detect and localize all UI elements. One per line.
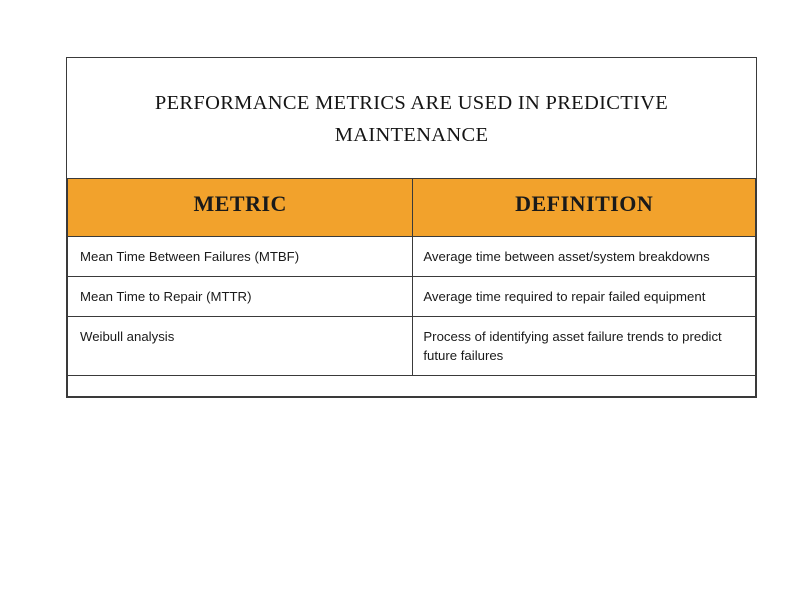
cell-metric: Mean Time to Repair (MTTR) bbox=[68, 276, 413, 316]
performance-metrics-table bbox=[67, 58, 756, 397]
cell-metric: Weibull analysis bbox=[68, 316, 413, 375]
column-header-definition: DEFINITION bbox=[413, 178, 756, 236]
table-row bbox=[68, 316, 756, 375]
table-row bbox=[68, 276, 756, 316]
cell-definition: Average time required to repair failed equipment bbox=[413, 276, 756, 316]
table-row bbox=[68, 236, 756, 276]
cell-metric: Mean Time Between Failures (MTBF) bbox=[68, 236, 413, 276]
cell-definition: Average time between asset/system breakdowns bbox=[413, 236, 756, 276]
cell-definition: Process of identifying asset failure trends to predict future failures bbox=[413, 316, 756, 375]
page-title: PERFORMANCE METRICS ARE USED IN PREDICTIVE MAINTENANCE bbox=[68, 58, 756, 178]
table-title-row bbox=[68, 58, 756, 178]
table-header-row bbox=[68, 178, 756, 236]
table-footer-row bbox=[68, 376, 756, 397]
column-header-metric: METRIC bbox=[68, 178, 413, 236]
performance-metrics-table-container bbox=[66, 57, 757, 398]
table-footer-cell bbox=[68, 376, 756, 397]
